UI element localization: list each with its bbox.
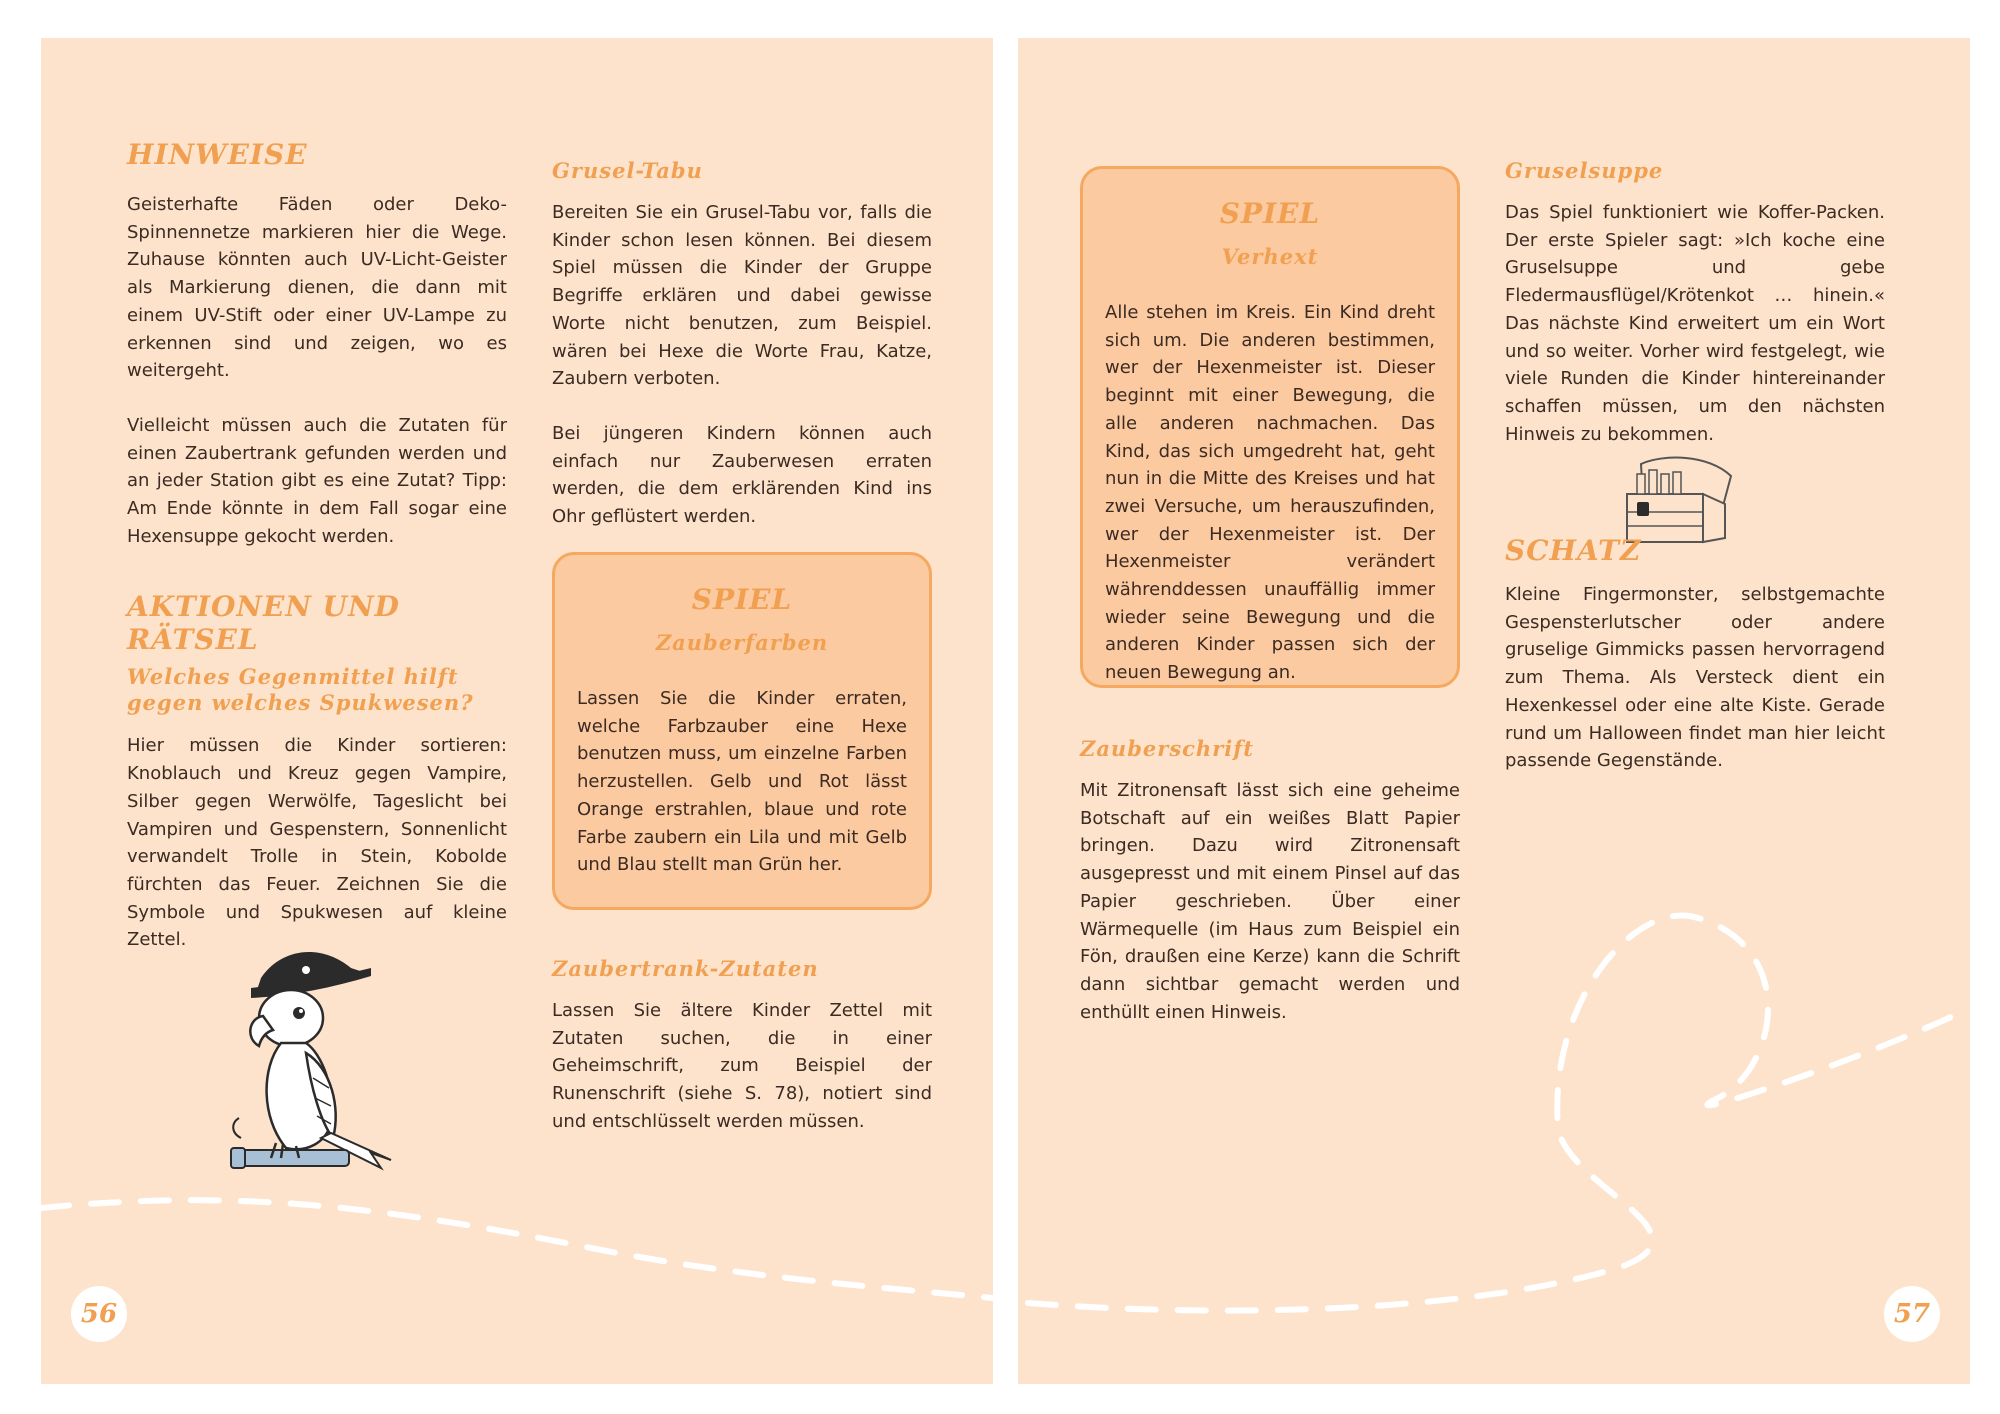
- spiel-box-verhext: [1080, 166, 1460, 688]
- grusel-tabu-paragraph-2: Bei jüngeren Kindern können auch einfach nur Zauberwesen erraten werden, die dem erklärenden Kind ins Ohr geflüstert werden.: [552, 422, 932, 528]
- parrot-pirate-icon: [221, 938, 401, 1178]
- spiel-box-subtitle: Zauberfarben: [655, 630, 829, 655]
- zauberschrift-section: [1080, 736, 1460, 1026]
- zaubertrank-heading: Zaubertrank-Zutaten: [552, 956, 819, 981]
- aktionen-subheading: Welches Gegenmittel hilft gegen welches Spukwesen?: [127, 664, 474, 716]
- grusel-tabu-paragraph-1: Bereiten Sie ein Grusel-Tabu vor, falls die Kinder schon lesen können. Bei diesem Spiel müssen die Kinder der Gruppe Begriffe erklären und dabei gewisse Worte nicht benutzen, zum Beispiel. wären bei Hexe die Worte Frau, Katze, Zaubern verboten.: [552, 202, 932, 390]
- schatz-section: [1505, 534, 1885, 775]
- page-number-right: 57: [1884, 1286, 1940, 1342]
- zaubertrank-section: [552, 956, 932, 1136]
- spiel-box-zauberfarben: [552, 552, 932, 910]
- page-number-left: 56: [71, 1286, 127, 1342]
- hinweise-heading: HINWEISE: [127, 138, 308, 171]
- gruselsuppe-heading: Gruselsuppe: [1505, 158, 1664, 183]
- spiel-box-verhext-title: SPIEL: [1219, 197, 1321, 230]
- grusel-tabu-heading: Grusel-Tabu: [552, 158, 703, 183]
- spiel-box-verhext-subtitle: Verhext: [1221, 244, 1319, 269]
- spiel-box-verhext-text: Alle stehen im Kreis. Ein Kind dreht sich um. Die anderen bestimmen, wer der Hexenmeister ist. Dieser beginnt mit einer Bewegung, die alle anderen nachmachen. Das Kind, das sich umgedreht hat, geht nun in die Mitte des Kreises und hat zwei Versuche, um herauszufinden, wer der Hexenmeister ist. Der Hexenmeister verändert währenddessen unauffällig immer wieder seine Bewegung und die anderen Kinder passen sich der neuen Bewegung an.: [1105, 302, 1435, 684]
- spiel-box-text: Lassen Sie die Kinder erraten, welche Farbzauber eine Hexe benutzen muss, um einzelne Farben herzustellen. Gelb und Rot lässt Orange erstrahlen, blaue und rote Farbe zaubern ein Lila und mit Gelb und Blau stellt man Grün her.: [577, 688, 907, 876]
- right-page: [1018, 38, 1970, 1384]
- left-page: [41, 38, 993, 1384]
- schatz-paragraph: Kleine Fingermonster, selbstgemachte Gespensterlutscher oder andere gruselige Gimmicks passen hervorragend zum Thema. Als Versteck dient ein Hexenkessel oder eine alte Kiste. Gerade rund um Halloween findet man hier leicht passende Gegenstände.: [1505, 584, 1885, 772]
- aktionen-heading: AKTIONEN UND RÄTSEL: [127, 590, 400, 657]
- zauberschrift-paragraph: Mit Zitronensaft lässt sich eine geheime Botschaft auf ein weißes Blatt Papier bringen. Dazu wird Zitronensaft ausgepresst und mit einem Pinsel auf das Papier geschrieben. Über einer Wärmequelle (im Haus zum Beispiel ein Fön, draußen eine Kerze) kann die Schrift dann sichtbar gemacht werden und enthüllt einen Hinweis.: [1080, 780, 1460, 1023]
- left-column-1: [127, 138, 507, 954]
- zaubertrank-paragraph: Lassen Sie ältere Kinder Zettel mit Zutaten suchen, die in einer Geheimschrift, zum Beispiel der Runenschrift (siehe S. 78), notiert sind und entschlüsselt werden müssen.: [552, 1000, 932, 1132]
- aktionen-paragraph: Hier müssen die Kinder sortieren: Knoblauch und Kreuz gegen Vampire, Silber gegen Werwölfe, Tageslicht bei Vampiren und Gespenstern, Sonnenlicht verwandelt Trolle in Stein, Kobolde fürchten das Feuer. Zeichnen Sie die Symbole und Spukwesen auf kleine Zettel.: [127, 735, 507, 951]
- zauberschrift-heading: Zauberschrift: [1080, 736, 1254, 761]
- spiel-box-title: SPIEL: [691, 583, 793, 616]
- gruselsuppe-paragraph: Das Spiel funktioniert wie Koffer-Packen. Der erste Spieler sagt: »Ich koche eine Gruselsuppe und gebe Fledermausflügel/Krötenkot … hinein.« Das nächste Kind erweitert um ein Wort und so weiter. Vorher wird festgelegt, wie viele Runden die Kinder hintereinander schaffen müssen, um den nächsten Hinweis zu bekommen.: [1505, 202, 1885, 445]
- hinweise-paragraph-1: Geisterhafte Fäden oder Deko-Spinnennetze markieren hier die Wege. Zuhause könnten auch UV-Licht-Geister als Markierung dienen, die dann mit einem UV-Stift oder einer UV-Lampe zu erkennen sind und zeigen, wo es weitergeht.: [127, 194, 507, 382]
- schatz-heading: SCHATZ: [1505, 534, 1642, 567]
- gruselsuppe-section: [1505, 158, 1885, 448]
- hinweise-paragraph-2: Vielleicht müssen auch die Zutaten für einen Zaubertrank gefunden werden und an jeder Station gibt es eine Zutat? Tipp: Am Ende könnte in dem Fall sogar eine Hexensuppe gekocht werden.: [127, 414, 507, 547]
- left-column-2: [552, 158, 932, 531]
